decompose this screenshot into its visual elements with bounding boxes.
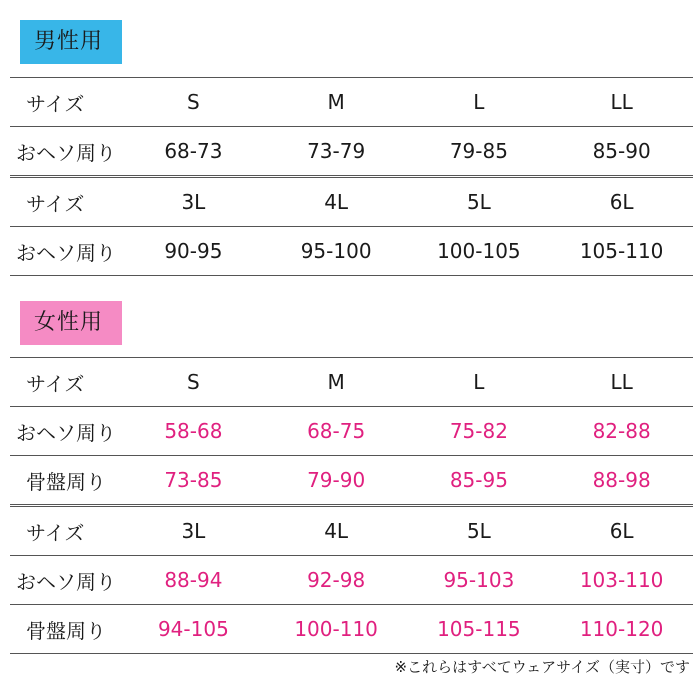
navel-row-label: おヘソ周り [10, 556, 122, 605]
female-size-table [10, 357, 693, 654]
table-row [10, 407, 693, 456]
measurement-cell: 100-105 [408, 227, 551, 276]
size-cell: S [122, 358, 265, 407]
table-row [10, 358, 693, 407]
measurement-cell: 90-95 [122, 227, 265, 276]
size-header-label: サイズ [10, 358, 122, 407]
measurement-cell: 68-73 [122, 127, 265, 177]
measurement-cell: 79-90 [265, 456, 408, 506]
size-cell: M [265, 78, 408, 127]
size-cell: 6L [550, 177, 693, 227]
table-row [10, 506, 693, 556]
measurement-cell: 58-68 [122, 407, 265, 456]
table-row [10, 127, 693, 177]
table-row [10, 556, 693, 605]
size-header-label: サイズ [10, 506, 122, 556]
measurement-cell: 73-79 [265, 127, 408, 177]
size-cell: M [265, 358, 408, 407]
size-cell: 5L [408, 177, 551, 227]
male-size-table [10, 77, 693, 276]
hip-row-label: 骨盤周り [10, 605, 122, 654]
measurement-cell: 92-98 [265, 556, 408, 605]
table-row [10, 177, 693, 227]
hip-row-label: 骨盤周り [10, 456, 122, 506]
size-cell: 3L [122, 177, 265, 227]
measurement-cell: 94-105 [122, 605, 265, 654]
measurement-cell: 85-95 [408, 456, 551, 506]
measurement-cell: 85-90 [550, 127, 693, 177]
measurement-cell: 88-98 [550, 456, 693, 506]
measurement-cell: 95-100 [265, 227, 408, 276]
navel-row-label: おヘソ周り [10, 127, 122, 177]
table-row [10, 78, 693, 127]
measurement-cell: 100-110 [265, 605, 408, 654]
table-row [10, 605, 693, 654]
navel-row-label: おヘソ周り [10, 407, 122, 456]
size-cell: 4L [265, 177, 408, 227]
measurement-cell: 82-88 [550, 407, 693, 456]
measurement-cell: 110-120 [550, 605, 693, 654]
size-cell: 5L [408, 506, 551, 556]
table-row [10, 456, 693, 506]
size-cell: 4L [265, 506, 408, 556]
measurement-cell: 105-110 [550, 227, 693, 276]
size-cell: S [122, 78, 265, 127]
measurement-cell: 88-94 [122, 556, 265, 605]
measurement-cell: 75-82 [408, 407, 551, 456]
measurement-cell: 105-115 [408, 605, 551, 654]
size-cell: LL [550, 78, 693, 127]
measurement-cell: 68-75 [265, 407, 408, 456]
size-header-label: サイズ [10, 177, 122, 227]
measurement-cell: 95-103 [408, 556, 551, 605]
footnote-text: ※これらはすべてウェアサイズ（実寸）です [394, 658, 690, 676]
navel-row-label: おヘソ周り [10, 227, 122, 276]
size-cell: LL [550, 358, 693, 407]
size-cell: 3L [122, 506, 265, 556]
size-cell: 6L [550, 506, 693, 556]
male-section-badge: 男性用 [20, 20, 122, 64]
size-cell: L [408, 78, 551, 127]
size-header-label: サイズ [10, 78, 122, 127]
table-row [10, 227, 693, 276]
measurement-cell: 73-85 [122, 456, 265, 506]
measurement-cell: 103-110 [550, 556, 693, 605]
size-cell: L [408, 358, 551, 407]
female-section-badge: 女性用 [20, 301, 122, 345]
measurement-cell: 79-85 [408, 127, 551, 177]
